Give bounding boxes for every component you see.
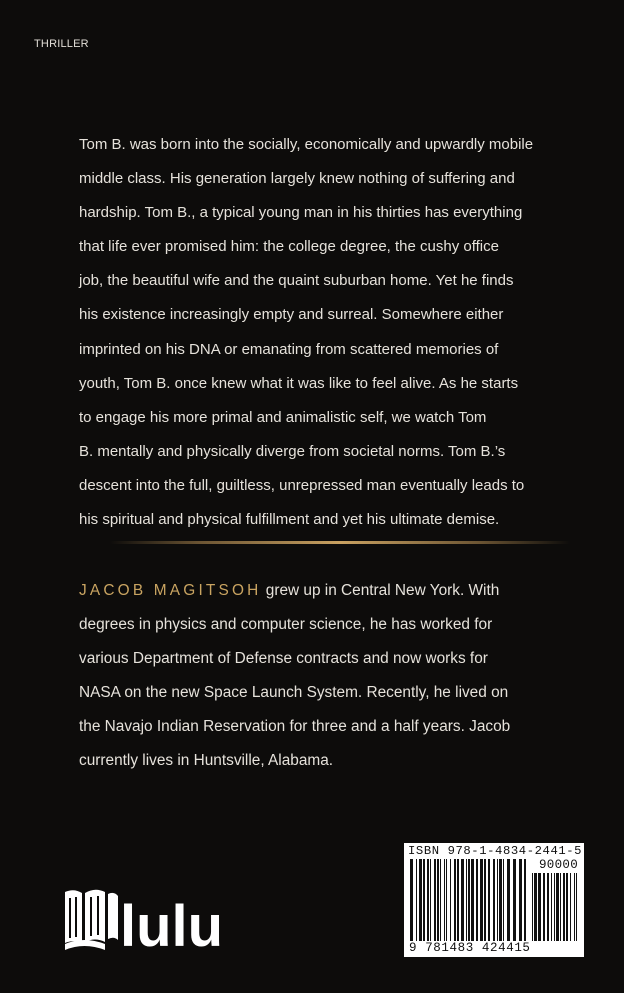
barcode-bar xyxy=(444,859,445,941)
barcode-bar xyxy=(554,873,555,941)
lulu-book-icon xyxy=(62,884,252,956)
barcode-bar xyxy=(570,873,571,941)
barcode-bar xyxy=(532,873,533,941)
lulu-wordmark: lulu xyxy=(120,894,224,956)
barcode-bar xyxy=(513,859,516,941)
barcode-bar xyxy=(454,859,456,941)
barcode-bar xyxy=(556,873,559,941)
barcode-bar xyxy=(471,859,474,941)
author-bio xyxy=(79,574,619,779)
book-blurb: Tom B. was born into the socially, economically and upwardly mobile middle class. His generation largely knew nothing of suffering and hardship. Tom B., a typical young man in his thirties has everything that life ever promised him: the college degree, the cushy office job, the beautiful wife and the quaint suburban home. Yet he finds his existence increasingly empty and surreal. Somewhere either imprinted on his DNA or emanating from scattered memories of youth, Tom B. once knew what it was like to feel alive. As he starts to engage his more primal and animalistic self, we watch Tom B. mentally and physically diverge from societal norms. Tom B.’s descent into the full, guiltless, unrepressed man eventually leads to his spiritual and physical fulfillment and yet his ultimate demise. xyxy=(79,136,534,529)
barcode-bar xyxy=(450,859,451,941)
barcode-bar xyxy=(440,859,441,941)
barcode-bar xyxy=(563,873,565,941)
barcode-bar xyxy=(519,859,522,941)
author-name: JACOB MAGITSOH xyxy=(79,582,262,599)
barcode-bar xyxy=(560,873,561,941)
barcode-bar xyxy=(499,859,502,941)
genre-label: THRILLER xyxy=(34,38,89,50)
isbn-label: ISBN 978-1-4834-2441-5 xyxy=(408,844,583,858)
barcode-bar xyxy=(461,859,464,941)
barcode-bar xyxy=(484,859,486,941)
barcode-bar xyxy=(493,859,495,941)
barcode-bar xyxy=(419,859,422,941)
barcode-bar xyxy=(488,859,490,941)
barcode-bar xyxy=(446,859,447,941)
barcode-bar xyxy=(524,859,526,941)
addon-bars xyxy=(532,873,580,941)
barcode-bar xyxy=(430,859,431,941)
barcode-bar xyxy=(538,873,541,941)
barcode-bar xyxy=(480,859,483,941)
isbn-barcode xyxy=(404,843,584,957)
price-code: 90000 xyxy=(538,858,578,872)
barcode-bar xyxy=(534,873,537,941)
barcode-bar xyxy=(423,859,425,941)
barcode-bar xyxy=(434,859,436,941)
barcode-bar xyxy=(416,859,417,941)
ean-digits: 9 781483 424415 xyxy=(409,941,531,955)
author-bio-text: grew up in Central New York. With degrees in physics and computer science, he has worked for various Department of Defense contracts and now works for NASA on the new Space Launch System. Recently, he lived on the Navajo Indian Reservation for three and a half years. Jacob currently lives in Huntsville, Alabama. xyxy=(79,582,511,770)
barcode-bar xyxy=(466,859,467,941)
barcode-bar xyxy=(410,859,413,941)
barcode-bar xyxy=(427,859,429,941)
lulu-logo xyxy=(62,884,252,956)
barcode-bar xyxy=(497,859,498,941)
barcode-bar xyxy=(574,873,575,941)
barcode-bar xyxy=(547,873,549,941)
barcode-bar xyxy=(457,859,459,941)
barcode-bar xyxy=(437,859,439,941)
barcode-bar xyxy=(543,873,545,941)
barcode-bar xyxy=(503,859,504,941)
barcode-bar xyxy=(476,859,478,941)
barcode-bar xyxy=(566,873,568,941)
ean-bars xyxy=(410,859,530,941)
barcode-bar xyxy=(551,873,552,941)
barcode-bar xyxy=(468,859,470,941)
barcode-bar xyxy=(576,873,577,941)
gold-divider xyxy=(110,541,570,544)
barcode-bar xyxy=(507,859,510,941)
